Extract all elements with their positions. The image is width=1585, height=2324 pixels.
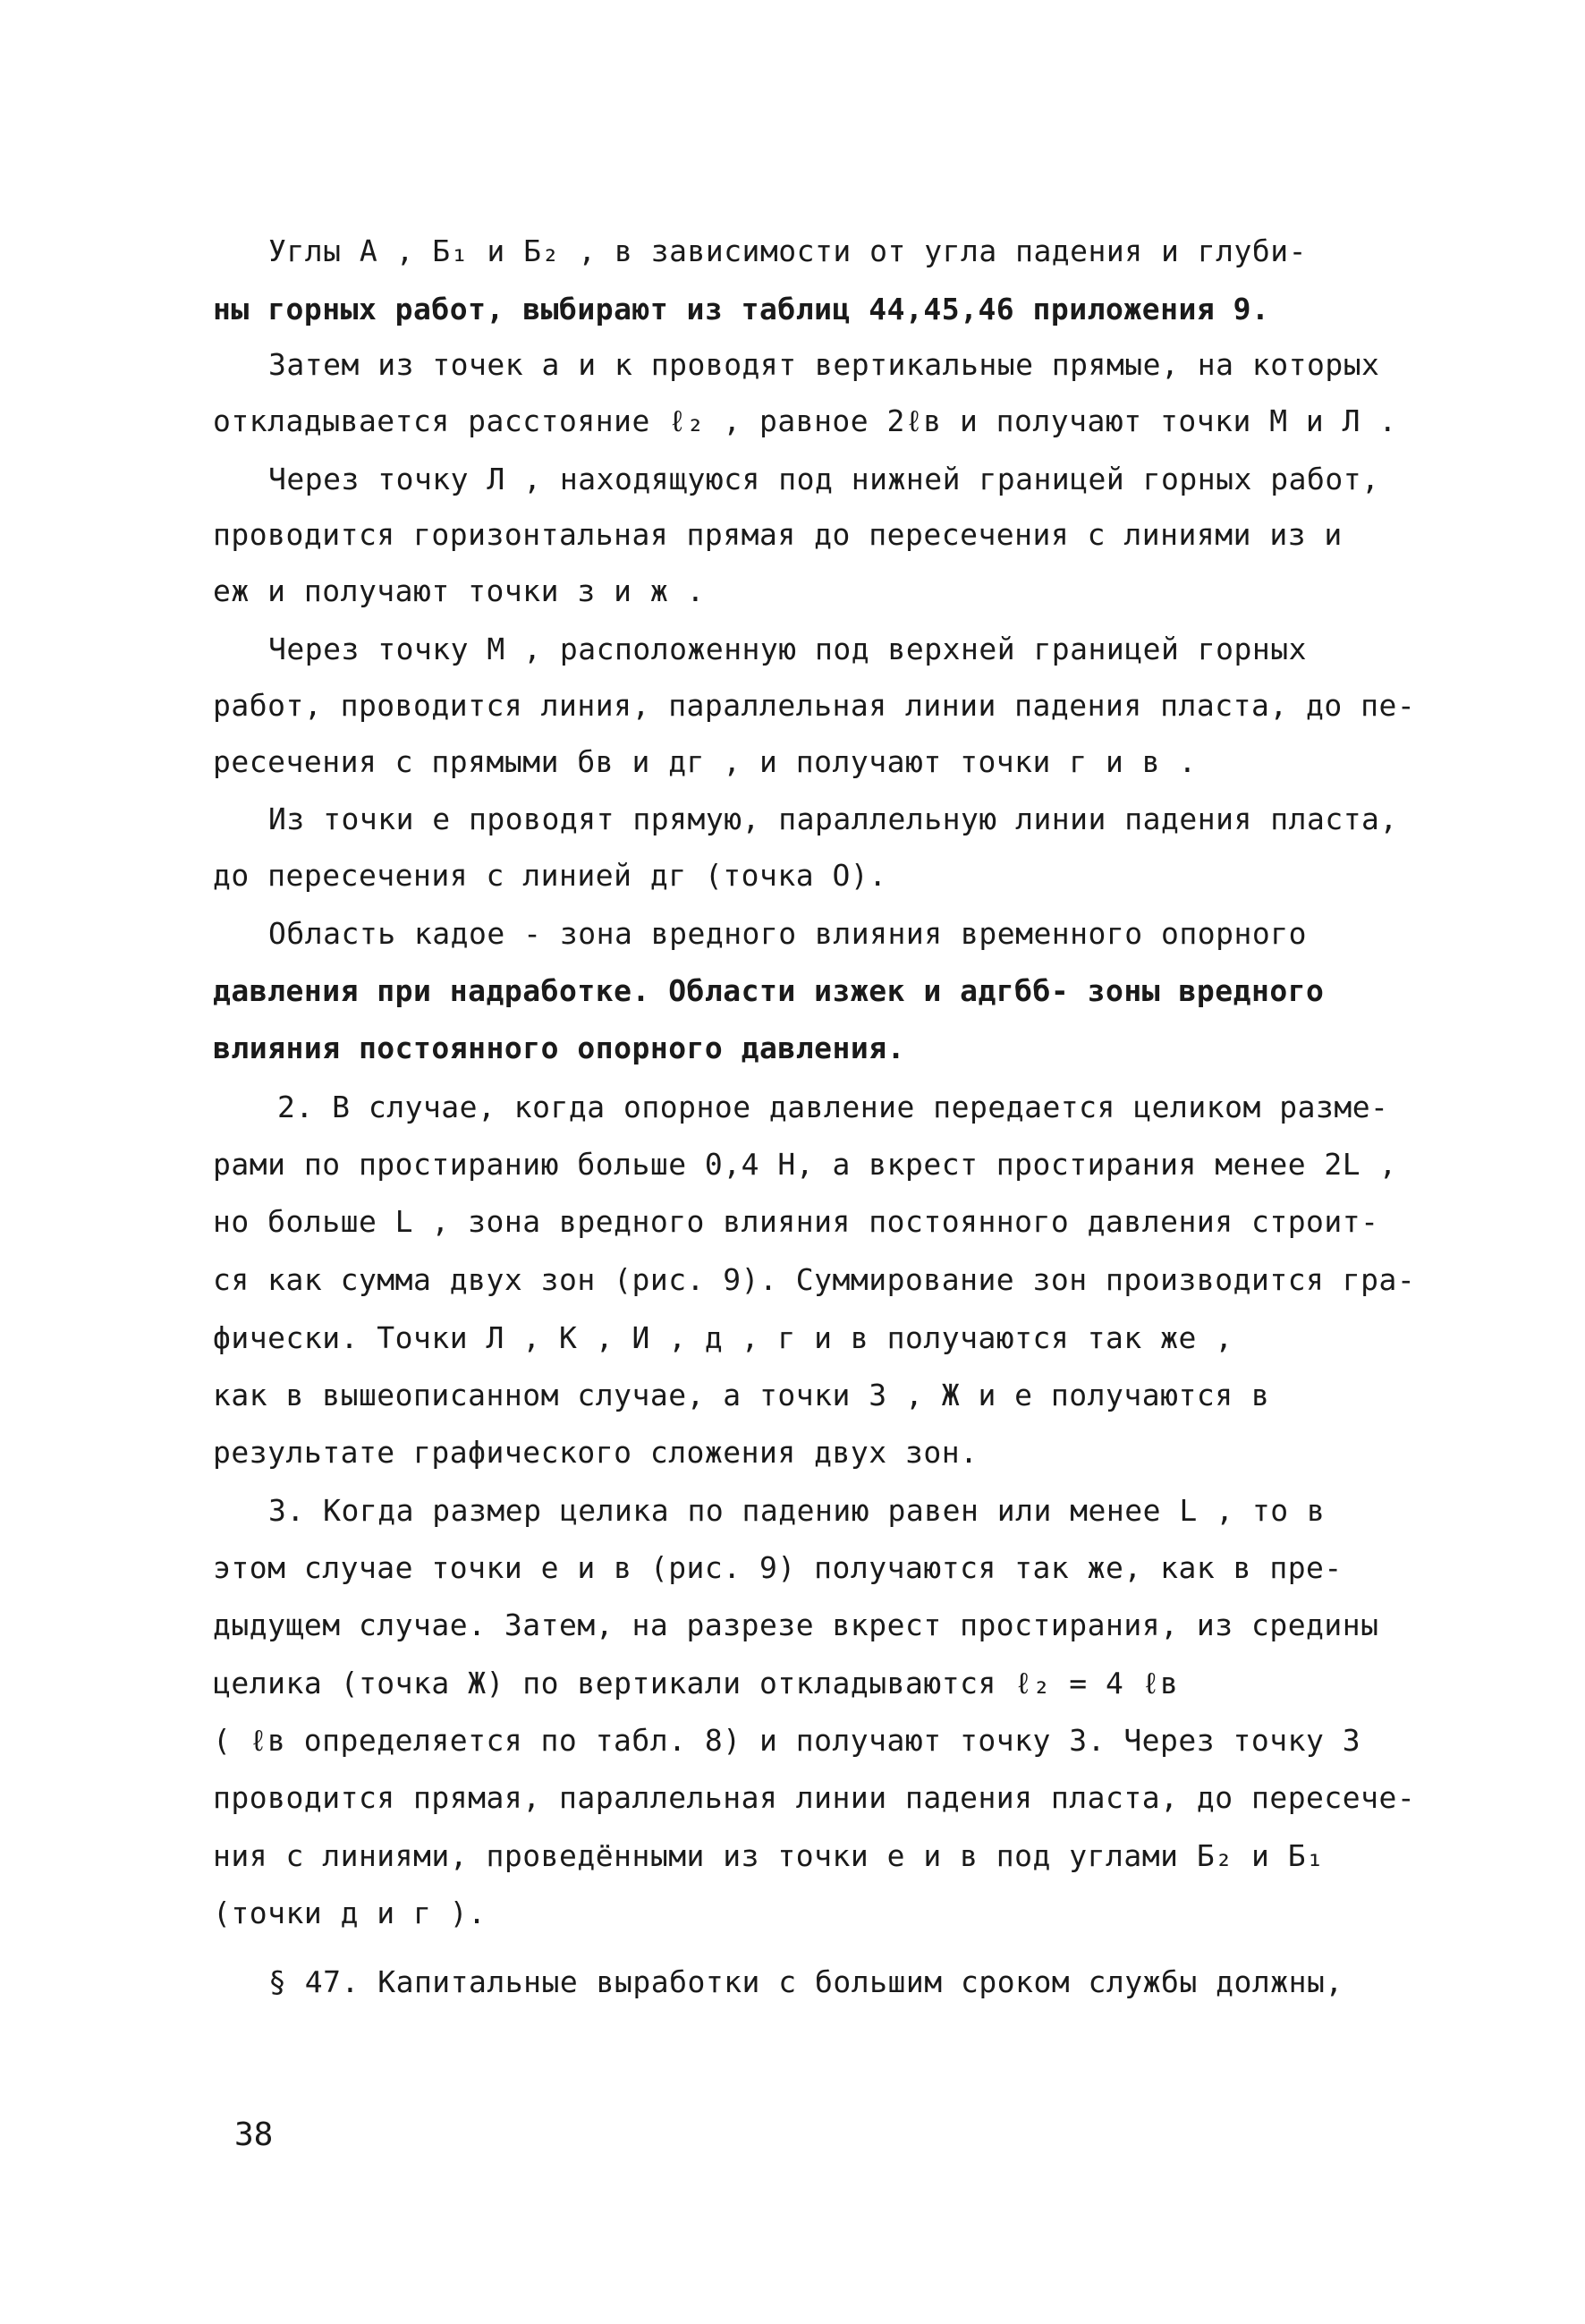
text-line: влияния постоянного опорного давления. bbox=[213, 1031, 905, 1065]
text-line: Углы A , Б₁ и Б₂ , в зависимости от угла падения и глуби- bbox=[268, 233, 1307, 268]
text-line: Из точки е проводят прямую, параллельную линии падения пласта, bbox=[268, 802, 1398, 836]
text-line: Затем из точек a и к проводят вертикальные прямые, на которых bbox=[268, 347, 1380, 382]
text-line: § 47. Капитальные выработки с большим сроком службы должны, bbox=[268, 1964, 1343, 1999]
text-line: ресечения с прямыми бв и дг , и получают точки г и в . bbox=[213, 744, 1197, 779]
text-line: ся как сумма двух зон (рис. 9). Суммирование зон производится гра- bbox=[213, 1262, 1416, 1297]
text-line: давления при надработке. Области изжек и адгбб- зоны вредного bbox=[213, 973, 1325, 1008]
text-line: результате графического сложения двух зон. bbox=[213, 1435, 979, 1470]
text-line: проводится прямая, параллельная линии падения пласта, до пересече- bbox=[213, 1780, 1416, 1815]
text-line: этом случае точки е и в (рис. 9) получаются так же, как в пре- bbox=[213, 1550, 1343, 1585]
text-line: до пересечения с линией дг (точка О). bbox=[213, 858, 887, 893]
text-line: ния с линиями, проведёнными из точки е и в под углами Б₂ и Б₁ bbox=[213, 1838, 1325, 1873]
text-line: 2. В случае, когда опорное давление передается целиком разме- bbox=[277, 1090, 1389, 1124]
text-line: 3. Когда размер целика по падению равен или менее L , то в bbox=[268, 1493, 1326, 1528]
text-line: Через точку Л , находящуюся под нижней границей горных работ, bbox=[268, 462, 1380, 496]
text-line: Через точку М , расположенную под верхней границей горных bbox=[268, 632, 1307, 666]
text-line: рами по простиранию больше 0,4 Н, а вкрест простирания менее 2L , bbox=[213, 1147, 1397, 1182]
text-line: еж и получают точки з и ж . bbox=[213, 573, 705, 608]
text-line: но больше L , зона вредного влияния постоянного давления строит- bbox=[213, 1204, 1379, 1239]
text-line: дыдущем случае. Затем, на разрезе вкрест простирания, из средины bbox=[213, 1607, 1379, 1642]
page-number: 38 bbox=[234, 2116, 274, 2153]
text-line: как в вышеописанном случае, а точки З , Ж и е получаются в bbox=[213, 1378, 1270, 1412]
text-line: ( ℓв определяется по табл. 8) и получают точку З. Через точку З bbox=[213, 1723, 1361, 1758]
text-line: ны горных работ, выбирают из таблиц 44,45,46 приложения 9. bbox=[213, 292, 1270, 327]
text-line: фически. Точки Л , К , И , д , г и в получаются так же , bbox=[213, 1320, 1233, 1355]
text-line: Область кадое - зона вредного влияния временного опорного bbox=[268, 916, 1307, 951]
text-line: целика (точка Ж) по вертикали откладываются ℓ₂ = 4 ℓв bbox=[213, 1666, 1179, 1701]
text-line: работ, проводится линия, параллельная линии падения пласта, до пе- bbox=[213, 688, 1416, 723]
text-line: проводится горизонтальная прямая до пересечения с линиями из и bbox=[213, 517, 1343, 552]
text-line: откладывается расстояние ℓ₂ , равное 2ℓв и получают точки М и Л . bbox=[213, 403, 1397, 438]
text-line: (точки д и г ). bbox=[213, 1896, 487, 1930]
